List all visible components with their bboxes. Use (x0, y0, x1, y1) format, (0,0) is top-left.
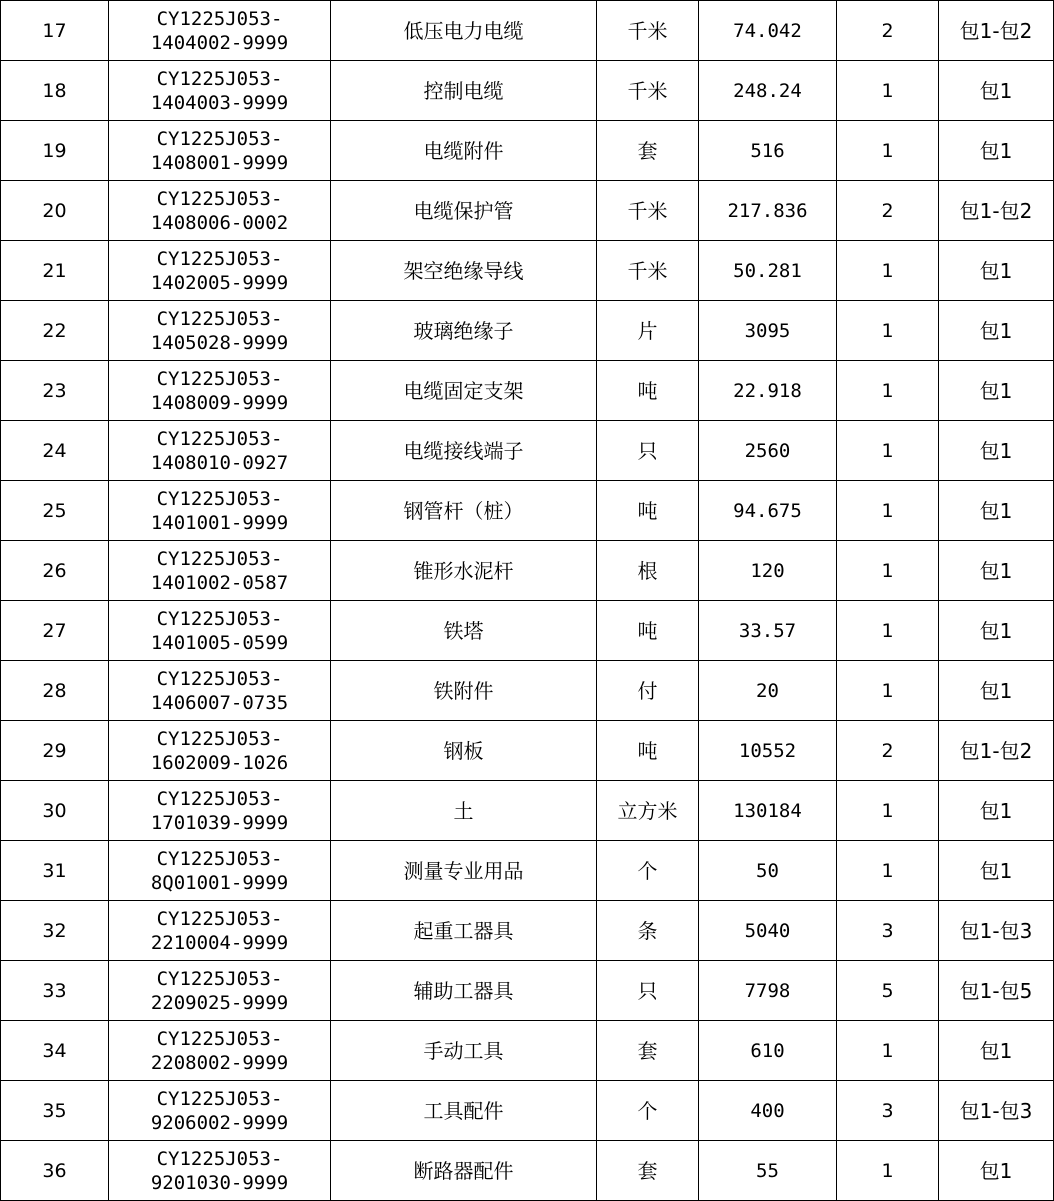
material-code-prefix: CY1225J053- (156, 127, 283, 150)
table-row (1, 541, 1054, 601)
unit: 立方米 (597, 781, 699, 841)
table-row (1, 121, 1054, 181)
unit: 套 (597, 1141, 699, 1201)
material-name: 铁附件 (331, 661, 597, 721)
row-number: 33 (1, 961, 109, 1021)
quantity: 20 (699, 661, 837, 721)
pack-count: 1 (837, 61, 939, 121)
material-code-prefix: CY1225J053- (156, 667, 283, 690)
unit: 条 (597, 901, 699, 961)
material-name: 电缆保护管 (331, 181, 597, 241)
material-code (109, 601, 331, 661)
material-name: 手动工具 (331, 1021, 597, 1081)
pack-count: 1 (837, 781, 939, 841)
row-number: 21 (1, 241, 109, 301)
material-code-suffix: 1408010-0927 (150, 451, 289, 474)
pack-count: 2 (837, 1, 939, 61)
material-code-suffix: 1405028-9999 (150, 331, 289, 354)
material-name: 钢板 (331, 721, 597, 781)
material-code-prefix: CY1225J053- (156, 187, 283, 210)
unit: 套 (597, 1021, 699, 1081)
pack-range: 包1 (939, 1021, 1054, 1081)
row-number: 36 (1, 1141, 109, 1201)
pack-count: 1 (837, 1021, 939, 1081)
material-name: 铁塔 (331, 601, 597, 661)
pack-count: 1 (837, 1141, 939, 1201)
table-row (1, 481, 1054, 541)
row-number: 28 (1, 661, 109, 721)
unit: 吨 (597, 721, 699, 781)
material-code-prefix: CY1225J053- (156, 847, 283, 870)
material-code-prefix: CY1225J053- (156, 67, 283, 90)
row-number: 23 (1, 361, 109, 421)
table-row (1, 1021, 1054, 1081)
material-name: 辅助工器具 (331, 961, 597, 1021)
unit: 千米 (597, 1, 699, 61)
material-code (109, 1, 331, 61)
material-code (109, 661, 331, 721)
row-number: 34 (1, 1021, 109, 1081)
quantity: 400 (699, 1081, 837, 1141)
quantity: 120 (699, 541, 837, 601)
quantity: 22.918 (699, 361, 837, 421)
quantity: 248.24 (699, 61, 837, 121)
pack-range: 包1 (939, 481, 1054, 541)
pack-count: 1 (837, 661, 939, 721)
table-row (1, 61, 1054, 121)
material-code-prefix: CY1225J053- (156, 1087, 283, 1110)
material-code-suffix: 1408006-0002 (150, 211, 289, 234)
unit: 片 (597, 301, 699, 361)
row-number: 24 (1, 421, 109, 481)
material-code (109, 481, 331, 541)
unit: 个 (597, 1081, 699, 1141)
material-code-prefix: CY1225J053- (156, 787, 283, 810)
material-code-prefix: CY1225J053- (156, 1027, 283, 1050)
pack-range: 包1-包2 (939, 721, 1054, 781)
material-name: 起重工器具 (331, 901, 597, 961)
material-code-suffix: 1402005-9999 (150, 271, 289, 294)
material-code (109, 841, 331, 901)
material-code-prefix: CY1225J053- (156, 487, 283, 510)
unit: 千米 (597, 241, 699, 301)
material-name: 电缆附件 (331, 121, 597, 181)
unit: 只 (597, 961, 699, 1021)
pack-count: 1 (837, 421, 939, 481)
pack-range: 包1-包3 (939, 901, 1054, 961)
unit: 套 (597, 121, 699, 181)
material-code-suffix: 2209025-9999 (150, 991, 289, 1014)
material-code-prefix: CY1225J053- (156, 247, 283, 270)
pack-count: 1 (837, 841, 939, 901)
material-code-prefix: CY1225J053- (156, 427, 283, 450)
material-code-prefix: CY1225J053- (156, 307, 283, 330)
table-row (1, 841, 1054, 901)
material-code-suffix: 8Q01001-9999 (150, 871, 289, 894)
material-code (109, 1021, 331, 1081)
material-name: 土 (331, 781, 597, 841)
material-code-suffix: 1701039-9999 (150, 811, 289, 834)
unit: 千米 (597, 61, 699, 121)
material-code-suffix: 1401001-9999 (150, 511, 289, 534)
pack-range: 包1 (939, 601, 1054, 661)
unit: 只 (597, 421, 699, 481)
material-code-suffix: 2210004-9999 (150, 931, 289, 954)
quantity: 217.836 (699, 181, 837, 241)
material-code (109, 61, 331, 121)
quantity: 55 (699, 1141, 837, 1201)
row-number: 19 (1, 121, 109, 181)
row-number: 25 (1, 481, 109, 541)
material-code-prefix: CY1225J053- (156, 7, 283, 30)
quantity: 610 (699, 1021, 837, 1081)
quantity: 33.57 (699, 601, 837, 661)
material-code-suffix: 1401002-0587 (150, 571, 289, 594)
material-code-prefix: CY1225J053- (156, 1147, 283, 1170)
unit: 吨 (597, 601, 699, 661)
table-row (1, 361, 1054, 421)
pack-range: 包1-包2 (939, 1, 1054, 61)
pack-count: 2 (837, 721, 939, 781)
quantity: 74.042 (699, 1, 837, 61)
pack-range: 包1-包2 (939, 181, 1054, 241)
quantity: 2560 (699, 421, 837, 481)
pack-count: 3 (837, 1081, 939, 1141)
material-code (109, 901, 331, 961)
material-code-suffix: 9206002-9999 (150, 1111, 289, 1134)
row-number: 18 (1, 61, 109, 121)
row-number: 29 (1, 721, 109, 781)
table-row (1, 721, 1054, 781)
table-row (1, 421, 1054, 481)
material-code-suffix: 1401005-0599 (150, 631, 289, 654)
material-code-prefix: CY1225J053- (156, 967, 283, 990)
unit: 吨 (597, 481, 699, 541)
material-code-prefix: CY1225J053- (156, 607, 283, 630)
material-code (109, 301, 331, 361)
material-name: 钢管杆（桩） (331, 481, 597, 541)
table-row (1, 1, 1054, 61)
pack-range: 包1 (939, 241, 1054, 301)
material-code-suffix: 1406007-0735 (150, 691, 289, 714)
table-row (1, 661, 1054, 721)
quantity: 130184 (699, 781, 837, 841)
material-code-suffix: 1408009-9999 (150, 391, 289, 414)
material-code (109, 781, 331, 841)
material-code (109, 721, 331, 781)
row-number: 35 (1, 1081, 109, 1141)
material-code-suffix: 1602009-1026 (150, 751, 289, 774)
pack-count: 1 (837, 361, 939, 421)
material-code (109, 1081, 331, 1141)
material-name: 架空绝缘导线 (331, 241, 597, 301)
pack-range: 包1-包5 (939, 961, 1054, 1021)
row-number: 27 (1, 601, 109, 661)
material-name: 玻璃绝缘子 (331, 301, 597, 361)
unit: 吨 (597, 361, 699, 421)
material-code-suffix: 1404003-9999 (150, 91, 289, 114)
material-name: 锥形水泥杆 (331, 541, 597, 601)
pack-range: 包1 (939, 301, 1054, 361)
material-code-suffix: 2208002-9999 (150, 1051, 289, 1074)
pack-range: 包1 (939, 361, 1054, 421)
material-code-prefix: CY1225J053- (156, 547, 283, 570)
material-code-suffix: 9201030-9999 (150, 1171, 289, 1194)
quantity: 50 (699, 841, 837, 901)
material-code (109, 241, 331, 301)
quantity: 94.675 (699, 481, 837, 541)
material-code (109, 1141, 331, 1201)
quantity: 5040 (699, 901, 837, 961)
material-code-prefix: CY1225J053- (156, 367, 283, 390)
pack-range: 包1 (939, 661, 1054, 721)
row-number: 31 (1, 841, 109, 901)
unit: 付 (597, 661, 699, 721)
table-row (1, 1141, 1054, 1201)
pack-count: 1 (837, 121, 939, 181)
material-name: 工具配件 (331, 1081, 597, 1141)
row-number: 22 (1, 301, 109, 361)
material-name: 测量专业用品 (331, 841, 597, 901)
quantity: 10552 (699, 721, 837, 781)
material-code-prefix: CY1225J053- (156, 907, 283, 930)
table-row (1, 961, 1054, 1021)
table-row (1, 601, 1054, 661)
row-number: 30 (1, 781, 109, 841)
pack-range: 包1-包3 (939, 1081, 1054, 1141)
material-name: 电缆固定支架 (331, 361, 597, 421)
material-code (109, 121, 331, 181)
table-body (1, 1, 1054, 1201)
pack-range: 包1 (939, 121, 1054, 181)
material-name: 低压电力电缆 (331, 1, 597, 61)
material-code (109, 541, 331, 601)
unit: 根 (597, 541, 699, 601)
row-number: 26 (1, 541, 109, 601)
material-code-suffix: 1404002-9999 (150, 31, 289, 54)
unit: 千米 (597, 181, 699, 241)
material-name: 控制电缆 (331, 61, 597, 121)
pack-range: 包1 (939, 781, 1054, 841)
table-row (1, 1081, 1054, 1141)
material-code (109, 961, 331, 1021)
quantity: 7798 (699, 961, 837, 1021)
unit: 个 (597, 841, 699, 901)
material-code-suffix: 1408001-9999 (150, 151, 289, 174)
row-number: 32 (1, 901, 109, 961)
material-name: 断路器配件 (331, 1141, 597, 1201)
material-code (109, 421, 331, 481)
table-row (1, 301, 1054, 361)
material-code-prefix: CY1225J053- (156, 727, 283, 750)
table-row (1, 901, 1054, 961)
pack-range: 包1 (939, 1141, 1054, 1201)
material-code (109, 181, 331, 241)
pack-range: 包1 (939, 541, 1054, 601)
pack-count: 1 (837, 301, 939, 361)
pack-count: 1 (837, 241, 939, 301)
quantity: 3095 (699, 301, 837, 361)
quantity: 50.281 (699, 241, 837, 301)
pack-count: 2 (837, 181, 939, 241)
pack-count: 5 (837, 961, 939, 1021)
quantity: 516 (699, 121, 837, 181)
pack-range: 包1 (939, 841, 1054, 901)
pack-count: 1 (837, 601, 939, 661)
row-number: 20 (1, 181, 109, 241)
material-name: 电缆接线端子 (331, 421, 597, 481)
pack-range: 包1 (939, 61, 1054, 121)
table-row (1, 241, 1054, 301)
pack-count: 1 (837, 481, 939, 541)
pack-count: 1 (837, 541, 939, 601)
material-code (109, 361, 331, 421)
row-number: 17 (1, 1, 109, 61)
table-row (1, 181, 1054, 241)
pack-range: 包1 (939, 421, 1054, 481)
table-row (1, 781, 1054, 841)
pack-count: 3 (837, 901, 939, 961)
